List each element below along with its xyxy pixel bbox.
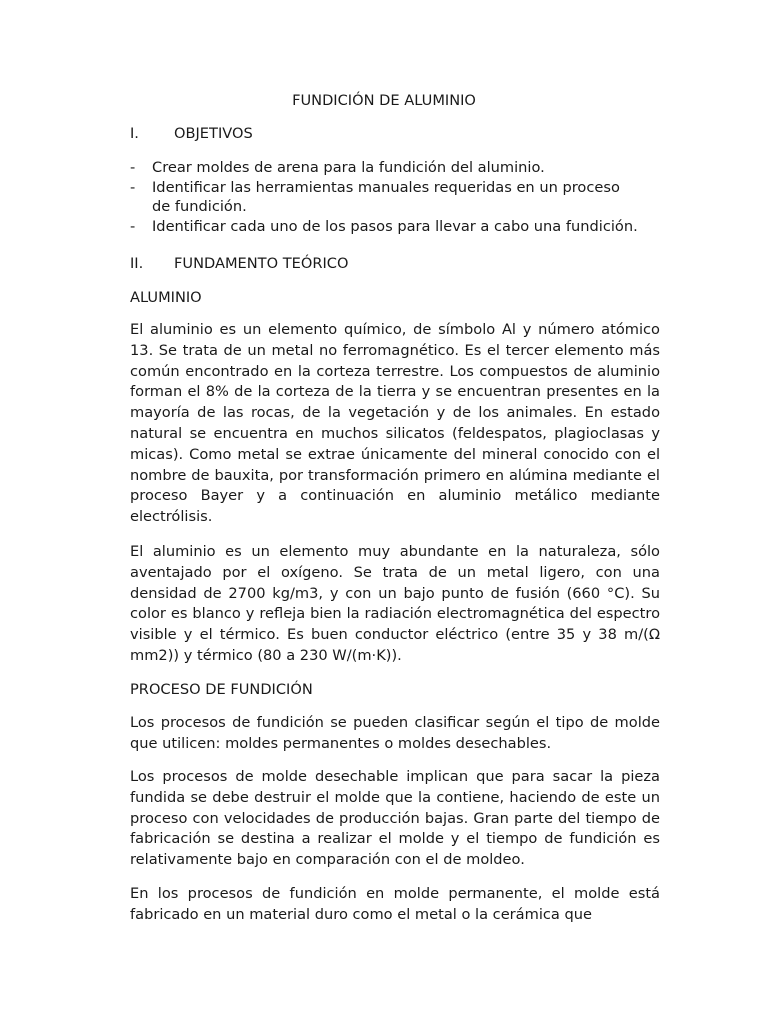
section-title: OBJETIVOS (174, 125, 253, 142)
paragraph: El aluminio es un elemento químico, de símbolo Al y número atómico 13. Se trata de un metal no ferromagnético. Es el tercer elemento más común encontrado en la corteza terrestre. Los compuestos de aluminio forman el 8% de la corteza de la tierra y se encuentran presentes en la mayoría de las rocas, de la vegetación y de los animales. En estado natural se encuentra en muchos silicatos (feldespatos, plagioclasas y micas). Como metal se extrae únicamente del mineral conocido con el nombre de bauxita, por transformación primero en alúmina mediante el proceso Bayer y a continuación en aluminio metálico mediante electrólisis. (130, 321, 660, 526)
list-item-text: Crear moldes de arena para la fundición del aluminio. (152, 159, 545, 176)
paragraph: En los procesos de fundición en molde permanente, el molde está fabricado en un material duro como el metal o la cerámica que (130, 885, 660, 923)
section-number: II. (130, 255, 144, 272)
paragraph: Los procesos de molde desechable implican que para sacar la pieza fundida se debe destruir el molde que la contiene, haciendo de este un proceso con velocidades de producción bajas. Gran parte del tiempo de fabricación se destina a realizar el molde y el tiempo de fundición es relativamente bajo en comparación con el de moldeo. (130, 768, 660, 869)
objectives-list (130, 158, 640, 236)
list-item (130, 178, 640, 217)
bullet-dash: - (130, 217, 136, 235)
subsection-heading-aluminio: ALUMINIO (130, 289, 202, 306)
list-item (130, 217, 640, 237)
document-title: FUNDICIÓN DE ALUMINIO (292, 92, 476, 109)
bullet-dash: - (130, 178, 136, 196)
list-item-text: Identificar cada uno de los pasos para llevar a cabo una fundición. (152, 217, 638, 235)
section-heading-fundamento (130, 253, 348, 275)
section-title: FUNDAMENTO TEÓRICO (174, 255, 349, 272)
subsection-heading-proceso: PROCESO DE FUNDICIÓN (130, 681, 313, 698)
paragraph: Los procesos de fundición se pueden clasificar según el tipo de molde que utilicen: moldes permanentes o moldes desechables. (130, 714, 660, 752)
list-item-text: Identificar las herramientas manuales requeridas en un proceso de fundición. (152, 178, 620, 215)
bullet-dash: - (130, 159, 136, 176)
section-number: I. (130, 125, 139, 142)
paragraph: El aluminio es un elemento muy abundante en la naturaleza, sólo aventajado por el oxígeno. Se trata de un metal ligero, con una densidad de 2700 kg/m3, y con un bajo punto de fusión (660 °C). Su color es blanco y refleja bien la radiación electromagnética del espectro visible y el térmico. Es buen conductor eléctrico (entre 35 y 38 m/(Ω mm2)) y térmico (80 a 230 W/(m·K)). (130, 543, 660, 664)
section-heading-objetivos (130, 123, 253, 145)
list-item (130, 158, 640, 178)
